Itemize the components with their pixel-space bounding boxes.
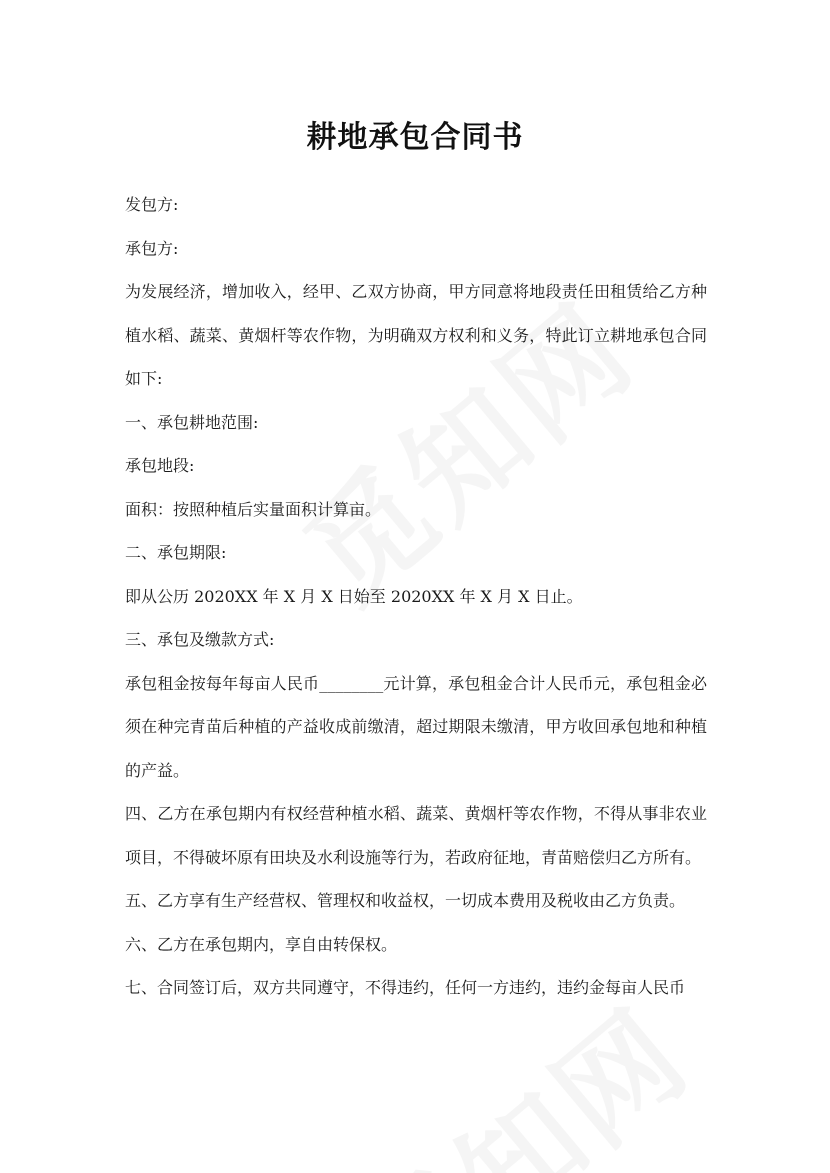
section-3-heading: 三、承包及缴款方式: [125, 630, 275, 649]
clause-4-paragraph: 四、乙方在承包期内有权经营种植水稻、蔬菜、黄烟杆等农作物，不得从事非农业项目，不得破坏原有田块及水利设施等行为，若政府征地，青苗赔偿归乙方所有。 [125, 804, 707, 867]
intro-paragraph: 为发展经济，增加收入，经甲、乙双方协商，甲方同意将地段责任田租赁给乙方种植水稻、蔬菜、黄烟杆等农作物，为明确双方权利和义务，特此订立耕地承包合同如下: [125, 282, 707, 388]
payment-paragraph: 承包租金按每年每亩人民币________元计算，承包租金合计人民币元，承包租金必须在种完青苗后种植的产益收成前缴清，超过期限未缴清，甲方收回承包地和种植的产益。 [125, 673, 707, 780]
section-2-heading: 二、承包期限: [125, 543, 227, 562]
land-section-line: 承包地段: [125, 456, 195, 475]
party-a-line: 发包方: [125, 195, 179, 214]
clause-6-paragraph: 六、乙方在承包期内，享自由转保权。 [125, 934, 398, 954]
document-title: 耕地承包合同书 [306, 120, 524, 155]
term-line: 即从公历 2020XX 年 X 月 X 日始至 2020XX 年 X 月 X 日止。 [125, 586, 583, 606]
section-1-heading: 一、承包耕地范围: [125, 412, 259, 432]
document-body [125, 183, 707, 1010]
party-b-line: 承包方: [125, 238, 179, 258]
clause-7-paragraph: 七、合同签订后，双方共同遵守，不得违约，任何一方违约，违约金每亩人民币 [125, 978, 686, 997]
clause-5-paragraph: 五、乙方享有生产经营权、管理权和收益权，一切成本费用及税收由乙方负责。 [125, 891, 686, 910]
area-line: 面积：按照种植后实量面积计算亩。 [125, 499, 382, 519]
